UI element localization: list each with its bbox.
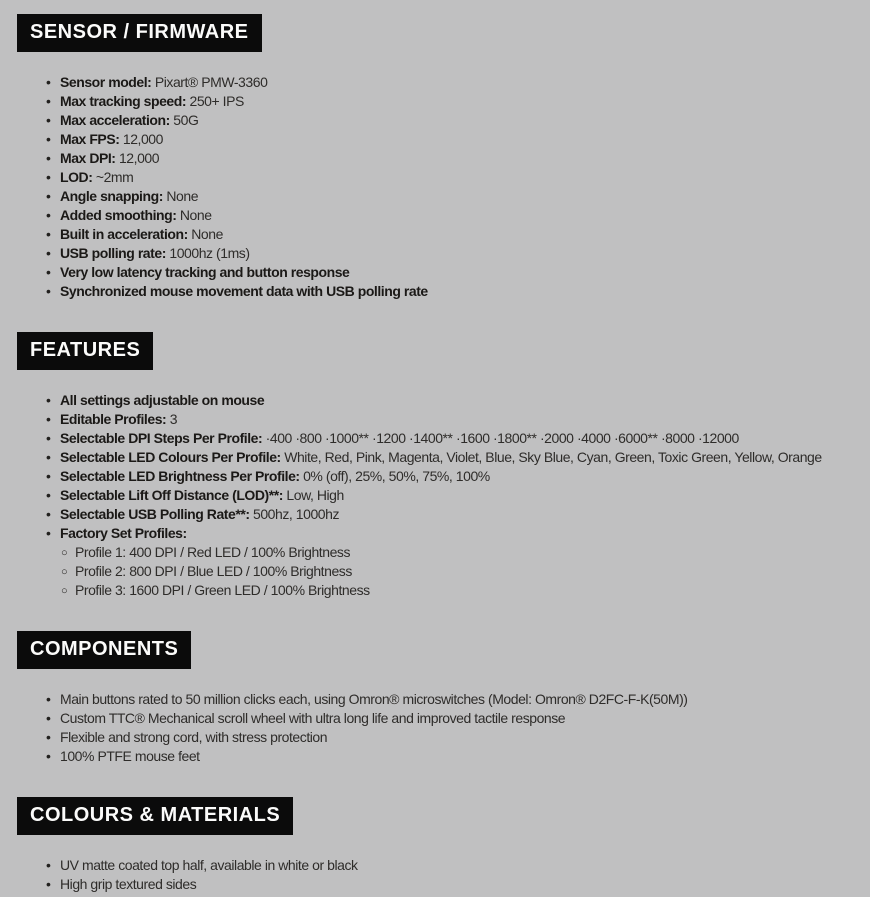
bullet-icon: •: [46, 411, 51, 427]
bullet-icon: •: [46, 748, 51, 764]
spec-item: [17, 524, 870, 543]
bullet-icon: •: [46, 226, 51, 242]
spec-value: Profile 1: 400 DPI / Red LED / 100% Brightness: [75, 544, 351, 560]
spec-value: 50G: [169, 112, 199, 128]
bullet-icon: •: [46, 525, 51, 541]
spec-value: 3: [166, 411, 178, 427]
section-features: [17, 301, 870, 600]
spec-sub-item: [17, 581, 870, 600]
spec-item: [17, 263, 870, 282]
spec-item: [17, 391, 870, 410]
spec-item: [17, 856, 870, 875]
spec-value: ~2mm: [92, 169, 134, 185]
bullet-icon: •: [46, 131, 51, 147]
bullet-icon: •: [46, 487, 51, 503]
spec-label: USB polling rate:: [60, 245, 166, 261]
spec-sub-item: [17, 543, 870, 562]
spec-item: [17, 747, 870, 766]
spec-label: Built in acceleration:: [60, 226, 188, 242]
spec-value: None: [176, 207, 212, 223]
bullet-icon: •: [46, 857, 51, 873]
section-header-colours-materials: COLOURS & MATERIALS: [17, 797, 293, 835]
bullet-icon: •: [46, 876, 51, 892]
spec-value: Flexible and strong cord, with stress protection: [60, 729, 328, 745]
section-list: [17, 73, 870, 301]
spec-label: Editable Profiles:: [60, 411, 167, 427]
spec-label: Selectable LED Brightness Per Profile:: [60, 468, 300, 484]
spec-value: High grip textured sides: [60, 876, 197, 892]
spec-value: 1000hz (1ms): [165, 245, 250, 261]
spec-item: [17, 282, 870, 301]
spec-value: 100% PTFE mouse feet: [60, 748, 200, 764]
bullet-icon: •: [46, 112, 51, 128]
spec-item: [17, 467, 870, 486]
spec-value: ·400 ·800 ·1000** ·1200 ·1400** ·1600 ·1800** ·2000 ·4000 ·6000** ·8000 ·12000: [262, 430, 739, 446]
spec-value: Low, High: [282, 487, 344, 503]
bullet-icon: •: [46, 710, 51, 726]
spec-item: [17, 875, 870, 894]
bullet-icon: •: [46, 449, 51, 465]
bullet-icon: •: [46, 468, 51, 484]
section-sensor-firmware: [17, 14, 870, 301]
spec-value: Profile 2: 800 DPI / Blue LED / 100% Brightness: [75, 563, 352, 579]
spec-item: [17, 92, 870, 111]
spec-value: UV matte coated top half, available in white or black: [60, 857, 358, 873]
spec-label: LOD:: [60, 169, 93, 185]
bullet-icon: •: [46, 729, 51, 745]
spec-item: [17, 73, 870, 92]
spec-value: 250+ IPS: [186, 93, 244, 109]
spec-item: [17, 410, 870, 429]
spec-item: [17, 149, 870, 168]
spec-label: Max tracking speed:: [60, 93, 187, 109]
spec-label: Angle snapping:: [60, 188, 163, 204]
spec-item: [17, 225, 870, 244]
spec-value: None: [162, 188, 199, 204]
spec-value: 12,000: [115, 150, 160, 166]
bullet-icon: •: [46, 74, 51, 90]
spec-item: [17, 448, 870, 467]
sub-bullet-icon: ○: [61, 566, 68, 578]
spec-item: [17, 206, 870, 225]
section-list: [17, 856, 870, 894]
spec-value: 12,000: [119, 131, 163, 147]
section-header-sensor-firmware: SENSOR / FIRMWARE: [17, 14, 262, 52]
spec-label: Selectable Lift Off Distance (LOD)**:: [60, 487, 283, 503]
bullet-icon: •: [46, 430, 51, 446]
section-list: [17, 690, 870, 766]
spec-item: [17, 187, 870, 206]
section-colours-materials: [17, 766, 870, 894]
section-header-components: COMPONENTS: [17, 631, 191, 669]
spec-label: Max DPI:: [60, 150, 116, 166]
spec-sub-item: [17, 562, 870, 581]
bullet-icon: •: [46, 506, 51, 522]
spec-item: [17, 486, 870, 505]
spec-item: [17, 130, 870, 149]
section-header-features: FEATURES: [17, 332, 153, 370]
sub-bullet-icon: ○: [61, 547, 68, 559]
spec-item: [17, 244, 870, 263]
sub-bullet-icon: ○: [61, 585, 68, 597]
bullet-icon: •: [46, 188, 51, 204]
bullet-icon: •: [46, 691, 51, 707]
bullet-icon: •: [46, 245, 51, 261]
spec-label: Selectable USB Polling Rate**:: [60, 506, 250, 522]
spec-label: Synchronized mouse movement data with USB polling rate: [60, 283, 428, 299]
spec-value: Custom TTC® Mechanical scroll wheel with ultra long life and improved tactile response: [60, 710, 566, 726]
section-list: [17, 391, 870, 600]
spec-item: [17, 505, 870, 524]
spec-label: Selectable DPI Steps Per Profile:: [60, 430, 263, 446]
spec-item: [17, 429, 870, 448]
spec-value: White, Red, Pink, Magenta, Violet, Blue, Sky Blue, Cyan, Green, Toxic Green, Yellow, Orange: [280, 449, 822, 465]
bullet-icon: •: [46, 150, 51, 166]
spec-item: [17, 168, 870, 187]
bullet-icon: •: [46, 264, 51, 280]
spec-label: Max acceleration:: [60, 112, 170, 128]
bullet-icon: •: [46, 169, 51, 185]
bullet-icon: •: [46, 207, 51, 223]
spec-item: [17, 709, 870, 728]
spec-value: 0% (off), 25%, 50%, 75%, 100%: [299, 468, 490, 484]
spec-label: Very low latency tracking and button response: [60, 264, 350, 280]
bullet-icon: •: [46, 93, 51, 109]
spec-value: Profile 3: 1600 DPI / Green LED / 100% Brightness: [75, 582, 370, 598]
spec-item: [17, 690, 870, 709]
spec-value: Main buttons rated to 50 million clicks each, using Omron® microswitches (Model: Omron® D2FC-F-K(50M)): [60, 691, 688, 707]
bullet-icon: •: [46, 392, 51, 408]
spec-value: None: [187, 226, 223, 242]
spec-label: Max FPS:: [60, 131, 120, 147]
spec-value: 500hz, 1000hz: [249, 506, 340, 522]
bullet-icon: •: [46, 283, 51, 299]
spec-value: Pixart® PMW-3360: [151, 74, 268, 90]
section-components: [17, 600, 870, 766]
spec-item: [17, 728, 870, 747]
spec-label: Added smoothing:: [60, 207, 177, 223]
spec-label: Factory Set Profiles:: [60, 525, 187, 541]
spec-label: Selectable LED Colours Per Profile:: [60, 449, 281, 465]
spec-label: Sensor model:: [60, 74, 152, 90]
spec-label: All settings adjustable on mouse: [60, 392, 265, 408]
spec-item: [17, 111, 870, 130]
